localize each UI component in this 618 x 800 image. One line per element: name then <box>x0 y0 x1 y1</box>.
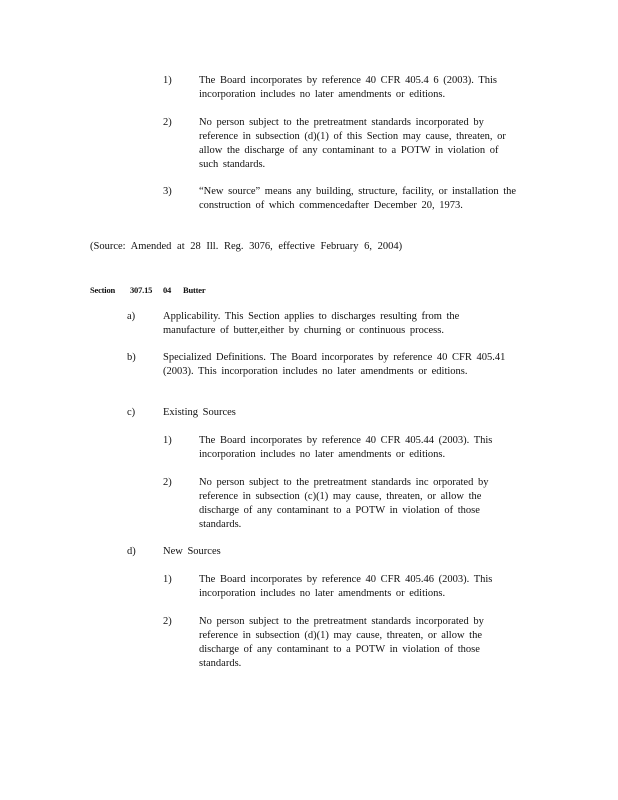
section-title: Butter <box>183 285 206 295</box>
item-number: 3) <box>163 186 172 197</box>
item-number: 1) <box>163 435 172 446</box>
subsection-heading: New Sources <box>163 546 221 557</box>
item-number: 2) <box>163 477 172 488</box>
subsection-letter: a) <box>127 311 136 322</box>
item-text: “New source” means any building, structure, facility, or installation the construction of which commencedafter December 20, 1973. <box>199 186 517 211</box>
subsection-heading: Existing Sources <box>163 407 236 418</box>
source-note: (Source: Amended at 28 Ill. Reg. 3076, effective February 6, 2004) <box>90 241 403 252</box>
subsection-letter: d) <box>127 546 136 557</box>
item-text: The Board incorporates by reference 40 CFR 405.46 (2003). This incorporation includes no later amendments or editions. <box>199 574 493 599</box>
subsection-text: Applicability. This Section applies to discharges resulting from the manufacture of butter,either by churning or continuous process. <box>163 311 460 336</box>
item-text: The Board incorporates by reference 40 CFR 405.44 (2003). This incorporation includes no later amendments or editions. <box>199 435 493 460</box>
item-number: 2) <box>163 117 172 128</box>
section-heading <box>90 283 205 297</box>
section-number: 307.15 <box>130 285 153 295</box>
subsection-letter: b) <box>127 352 136 363</box>
item-text: No person subject to the pretreatment standards incorporated by reference in subsection (d)(1) of this Section may cause, threaten, or allow the discharge of any contaminant to a POTW in violation of such standards. <box>199 117 506 170</box>
item-text: No person subject to the pretreatment standards inc orporated by reference in subsection (c)(1) may cause, threaten, or allow the discharge of any contaminant to a POTW in violation of those standards. <box>199 477 489 530</box>
item-number: 1) <box>163 574 172 585</box>
item-text: No person subject to the pretreatment standards incorporated by reference in subsection (d)(1) may cause, threaten, or allow the discharge of any contaminant to a POTW in violation of those standards. <box>199 616 484 669</box>
item-text: The Board incorporates by reference 40 CFR 405.4 6 (2003). This incorporation includes no later amendments or editions. <box>199 75 497 100</box>
subsection-letter: c) <box>127 407 136 418</box>
subsection-text: Specialized Definitions. The Board incorporates by reference 40 CFR 405.41 (2003). This incorporation includes no later amendments or editions. <box>163 352 506 377</box>
item-number: 1) <box>163 75 172 86</box>
section-label: Section <box>90 285 116 295</box>
section-sub-number: 04 <box>163 285 172 295</box>
item-number: 2) <box>163 616 172 627</box>
